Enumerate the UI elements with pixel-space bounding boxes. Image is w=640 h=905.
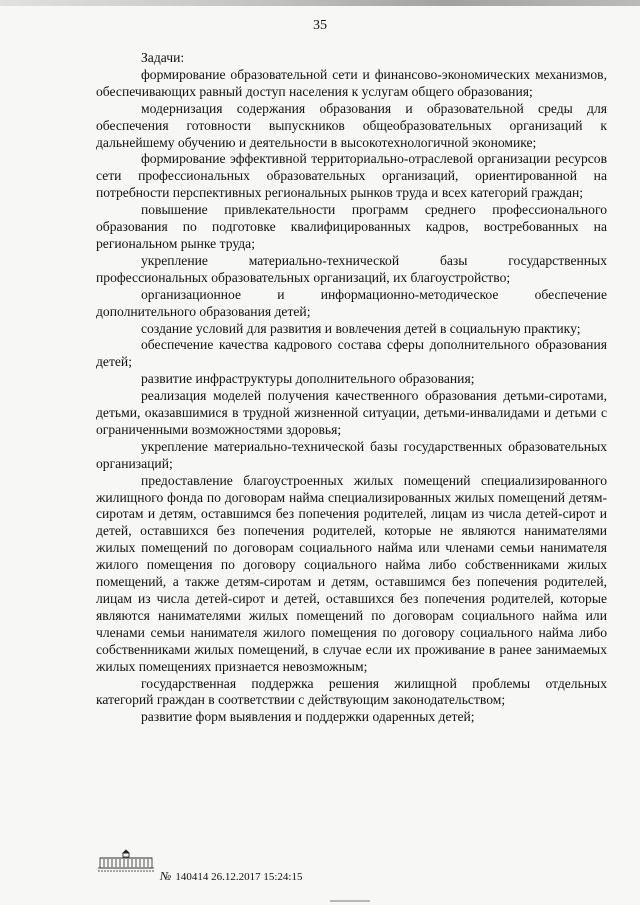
number-sign: № (160, 869, 172, 883)
paragraph: модернизация содержания образования и образовательной среды для обеспечения готовности выпускников общеобразовательных организаций к дальнейшему обучению и деятельности в высокотехнологичной экономике; (96, 100, 607, 150)
paragraph: организационное и информационно-методическое обеспечение дополнительного образования детей; (96, 286, 607, 319)
paragraph: государственная поддержка решения жилищной проблемы отдельных категорий граждан в соответствии с действующим законодательством; (96, 675, 607, 708)
paragraph: формирование образовательной сети и финансово-экономических механизмов, обеспечивающих равный доступ населения к услугам общего образования; (96, 66, 607, 99)
document-registration-id (160, 869, 302, 884)
document-id-text: 140414 26.12.2017 15:24:15 (175, 871, 303, 883)
paragraph: создание условий для развития и вовлечения детей в социальную практику; (141, 320, 581, 336)
paragraph: формирование эффективной территориально-отраслевой организации ресурсов сети профессиональных образовательных организаций, ориентированной на потребности перспективных региональных рынков труда и всех категорий граждан; (96, 151, 607, 201)
paragraph: предоставление благоустроенных жилых помещений специализированного жилищного фонда по договорам найма специализированных жилых помещений детям-сиротам и детям, оставшимся без попечения родителей, лицам из числа детей-сирот и детей, оставшихся без попечения родителей, которые не являются нанимателями жилых помещений по договорам социального найма или членами семьи нанимателя жилого помещения по договору социального найма либо собственниками жилых помещений, а также детям-сиротам и детям, оставшимся без попечения родителей, лицам из числа детей-сирот и детей, оставшихся без попечения родителей, которые являются нанимателями жилых помещений по договорам социального найма или членами семьи нанимателя жилого помещения по договору социального найма либо собственниками жилых помещений, в случае если их проживание в ранее занимаемых жилых помещениях признается невозможным; (96, 472, 607, 674)
paragraph: обеспечение качества кадрового состава сферы дополнительного образования детей; (96, 337, 607, 370)
paragraph: развитие форм выявления и поддержки одаренных детей; (141, 709, 475, 725)
paragraph-heading: Задачи: (141, 50, 185, 65)
paragraph: реализация моделей получения качественного образования детьми-сиротами, детьми, оказавшимися в трудной жизненной ситуации, детьми-инвалидами и детьми с ограниченными возможностями здоровья; (96, 388, 607, 437)
building-stamp-graphic (96, 848, 156, 874)
paragraph: развитие инфраструктуры дополнительного образования; (141, 371, 475, 387)
page-number: 35 (313, 18, 327, 33)
paragraph: укрепление материально-технической базы государственных профессиональных образовательных организаций, их благоустройство; (96, 252, 607, 285)
paragraph: укрепление материально-технической базы государственных образовательных организаций; (96, 438, 607, 471)
building-stamp-icon (96, 848, 156, 874)
paragraph: повышение привлекательности программ среднего профессионального образования по подготовке квалифицированных кадров, востребованных на региональном рынке труда; (96, 202, 607, 251)
scan-bottom-mark (330, 900, 370, 902)
scan-top-edge (0, 0, 640, 6)
document-body (96, 50, 607, 726)
